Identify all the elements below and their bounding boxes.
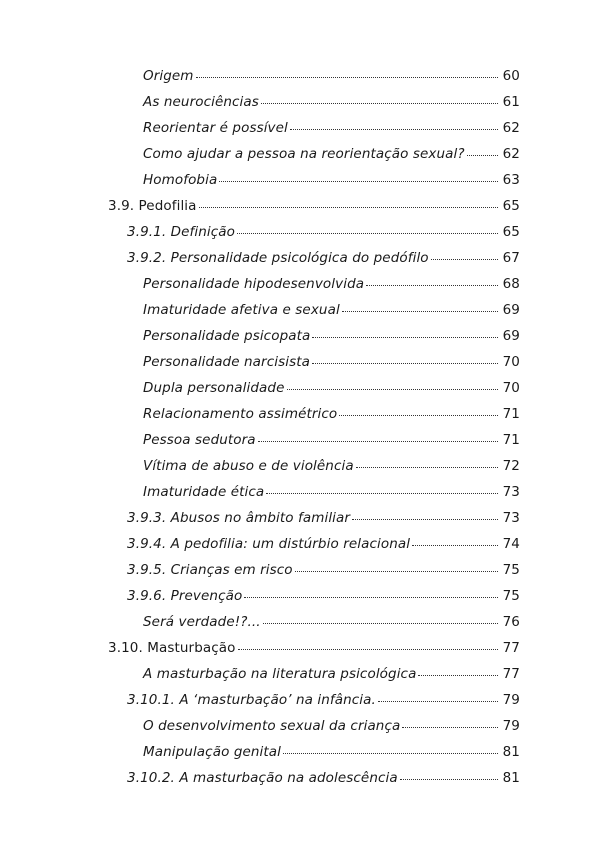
toc-entry-page-number: 62 xyxy=(502,120,520,136)
dot-leader xyxy=(378,691,498,702)
toc-entry-title: 3.9.1. Definição xyxy=(127,224,235,240)
toc-entry xyxy=(0,141,601,167)
dot-leader xyxy=(237,223,498,234)
toc-entry-page-number: 65 xyxy=(502,198,520,214)
dot-leader xyxy=(312,327,498,338)
dot-leader xyxy=(258,431,498,442)
dot-leader xyxy=(261,93,498,104)
dot-leader xyxy=(238,639,499,650)
toc-entry xyxy=(0,609,601,635)
toc-entry xyxy=(0,687,601,713)
toc-entry-title: Reorientar é possível xyxy=(143,120,288,136)
toc-entry-page-number: 75 xyxy=(502,588,520,604)
toc-entry-title: Dupla personalidade xyxy=(143,380,285,396)
toc-entry xyxy=(0,349,601,375)
toc-entry-page-number: 65 xyxy=(502,224,520,240)
toc-entry xyxy=(0,427,601,453)
toc-entry-page-number: 77 xyxy=(502,666,520,682)
toc-entry-title: Como ajudar a pessoa na reorientação sexual? xyxy=(143,146,465,162)
toc-entry xyxy=(0,167,601,193)
toc-entry-page-number: 60 xyxy=(502,68,520,84)
toc-entry-page-number: 71 xyxy=(502,432,520,448)
dot-leader xyxy=(290,119,498,130)
toc-entry-page-number: 61 xyxy=(502,94,520,110)
toc-entry-title: Será verdade!?... xyxy=(143,614,261,630)
toc-entry-title: 3.10. Masturbação xyxy=(108,640,236,656)
dot-leader xyxy=(266,483,498,494)
toc-entry-title: 3.9.4. A pedofilia: um distúrbio relacional xyxy=(127,536,411,552)
toc-entry-page-number: 63 xyxy=(502,172,520,188)
toc-entry xyxy=(0,661,601,687)
toc-entry-page-number: 72 xyxy=(502,458,520,474)
dot-leader xyxy=(366,275,498,286)
dot-leader xyxy=(400,769,498,780)
toc-entry xyxy=(0,115,601,141)
toc-entry-title: Vítima de abuso e de violência xyxy=(143,458,354,474)
dot-leader xyxy=(356,457,498,468)
dot-leader xyxy=(199,197,498,208)
toc-entry-page-number: 70 xyxy=(502,354,520,370)
dot-leader xyxy=(467,145,498,156)
toc-entry-page-number: 71 xyxy=(502,406,520,422)
toc-entry-title: A masturbação na literatura psicológica xyxy=(143,666,417,682)
dot-leader xyxy=(431,249,498,260)
toc-entry-title: 3.9. Pedofilia xyxy=(108,198,197,214)
toc-entry-page-number: 73 xyxy=(502,510,520,526)
toc-entry xyxy=(0,557,601,583)
toc-entry-page-number: 70 xyxy=(502,380,520,396)
dot-leader xyxy=(418,665,498,676)
toc-entry-page-number: 69 xyxy=(502,328,520,344)
toc-entry-title: Imaturidade ética xyxy=(143,484,265,500)
toc-entry-title: 3.9.6. Prevenção xyxy=(127,588,243,604)
dot-leader xyxy=(263,613,498,624)
toc-entry-page-number: 79 xyxy=(502,692,520,708)
toc-entry-page-number: 73 xyxy=(502,484,520,500)
toc-entry xyxy=(0,583,601,609)
toc-entry xyxy=(0,453,601,479)
dot-leader xyxy=(287,379,498,390)
toc-entry xyxy=(0,271,601,297)
toc-entry-page-number: 68 xyxy=(502,276,520,292)
toc-entry-page-number: 69 xyxy=(502,302,520,318)
dot-leader xyxy=(402,717,498,728)
dot-leader xyxy=(412,535,498,546)
toc-entry xyxy=(0,713,601,739)
toc-entry xyxy=(0,297,601,323)
toc-entry xyxy=(0,323,601,349)
dot-leader xyxy=(339,405,498,416)
toc-entry-title: Pessoa sedutora xyxy=(143,432,256,448)
toc-entry-title: O desenvolvimento sexual da criança xyxy=(143,718,401,734)
toc-entry-title: Imaturidade afetiva e sexual xyxy=(143,302,340,318)
toc-entry xyxy=(0,375,601,401)
toc-entry-page-number: 67 xyxy=(502,250,520,266)
toc-entry-title: Relacionamento assimétrico xyxy=(143,406,338,422)
toc-entry-title: 3.10.2. A masturbação na adolescência xyxy=(127,770,398,786)
toc-entry-title: 3.9.2. Personalidade psicológica do pedófilo xyxy=(127,250,429,266)
dot-leader xyxy=(342,301,498,312)
toc-entry xyxy=(0,531,601,557)
table-of-contents xyxy=(0,63,601,791)
dot-leader xyxy=(352,509,498,520)
toc-entry-page-number: 74 xyxy=(502,536,520,552)
toc-entry-title: Personalidade narcisista xyxy=(143,354,310,370)
toc-entry-title: Personalidade psicopata xyxy=(143,328,311,344)
toc-entry xyxy=(0,739,601,765)
toc-entry-title: As neurociências xyxy=(143,94,259,110)
toc-entry-page-number: 75 xyxy=(502,562,520,578)
toc-entry xyxy=(0,635,601,661)
toc-entry xyxy=(0,479,601,505)
toc-entry-title: 3.10.1. A ‘masturbação’ na infância. xyxy=(127,692,376,708)
toc-entry-title: Personalidade hipodesenvolvida xyxy=(143,276,365,292)
toc-entry-page-number: 76 xyxy=(502,614,520,630)
dot-leader xyxy=(283,743,498,754)
dot-leader xyxy=(219,171,498,182)
toc-entry-page-number: 81 xyxy=(502,744,520,760)
dot-leader xyxy=(196,67,498,78)
toc-entry-page-number: 62 xyxy=(502,146,520,162)
toc-entry-title: 3.9.3. Abusos no âmbito familiar xyxy=(127,510,351,526)
toc-entry-title: Origem xyxy=(143,68,194,84)
toc-entry xyxy=(0,765,601,791)
toc-entry-title: Manipulação genital xyxy=(143,744,282,760)
toc-entry xyxy=(0,245,601,271)
dot-leader xyxy=(312,353,498,364)
toc-entry-title: Homofobia xyxy=(143,172,218,188)
toc-entry xyxy=(0,89,601,115)
dot-leader xyxy=(295,561,498,572)
toc-entry xyxy=(0,505,601,531)
toc-entry xyxy=(0,401,601,427)
dot-leader xyxy=(244,587,498,598)
toc-entry xyxy=(0,63,601,89)
toc-entry-page-number: 79 xyxy=(502,718,520,734)
toc-entry-page-number: 81 xyxy=(502,770,520,786)
toc-entry-page-number: 77 xyxy=(502,640,520,656)
toc-entry xyxy=(0,193,601,219)
toc-entry xyxy=(0,219,601,245)
toc-entry-title: 3.9.5. Crianças em risco xyxy=(127,562,293,578)
